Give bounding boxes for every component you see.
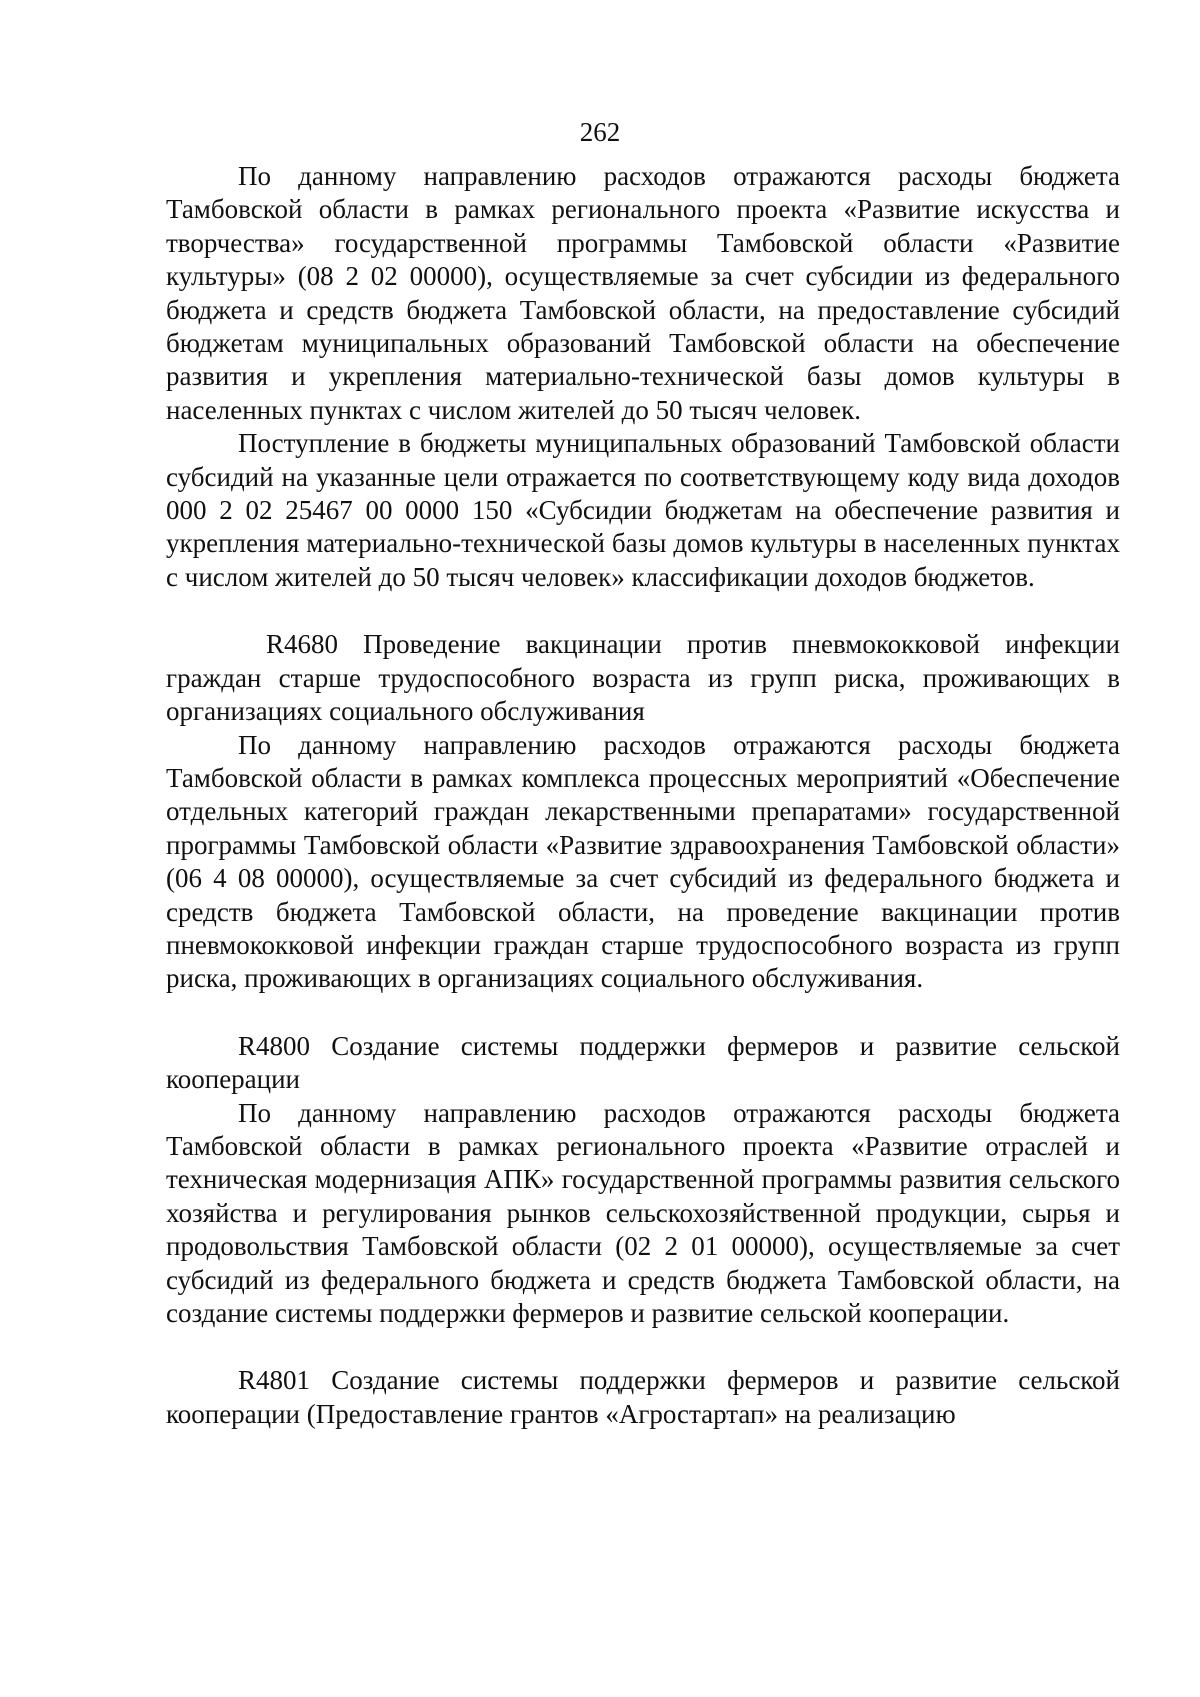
section-heading-r4801: R4801 Создание системы поддержки фермеров и развитие сельской кооперации (Предоставление грантов «Агростартап» на реализацию xyxy=(166,1365,1120,1429)
paragraph-2: Поступление в бюджеты муниципальных образований Тамбовской области субсидий на указанные цели отражается по соответствующему коду вида доходов 000 2 02 25467 00 0000 150 «Субсидии бюджетам на обеспечение развития и укрепления материально-технической базы домов культуры в населенных пунктах с числом жителей до 50 тысяч человек» классификации доходов бюджетов. xyxy=(166,428,1120,592)
section-heading-r4800: R4800 Создание системы поддержки фермеров и развитие сельской кооперации xyxy=(166,1030,1120,1095)
page-number: 262 xyxy=(579,117,621,147)
section-heading-r4680: R4680 Проведение вакцинации против пневмококковой инфекции граждан старше трудоспособного возраста из групп риска, проживающих в организациях социального обслуживания xyxy=(166,629,1120,727)
paragraph-r4800: По данному направлению расходов отражаются расходы бюджета Тамбовской области в рамках регионального проекта «Развитие отраслей и техническая модернизация АПК» государственной программы развития сельского хозяйства и регулирования рынков сельскохозяйственной продукции, сырья и продовольствия Тамбовской области (02 2 01 00000), осуществляемые за счет субсидий из федерального бюджета и средств бюджета Тамбовской области, на создание системы поддержки фермеров и развитие сельской кооперации. xyxy=(166,1097,1120,1328)
document-body xyxy=(166,160,1120,1431)
section-spacer xyxy=(166,996,1120,1030)
paragraph-r4680: По данному направлению расходов отражаются расходы бюджета Тамбовской области в рамках комплекса процессных мероприятий «Обеспечение отдельных категорий граждан лекарственными препаратами» государственной программы Тамбовской области «Развитие здравоохранения Тамбовской области» (06 4 08 00000), осуществляемые за счет субсидий из федерального бюджета и средств бюджета Тамбовской области, на проведение вакцинации против пневмококковой инфекции граждан старше трудоспособного возраста из групп риска, проживающих в организациях социального обслуживания. xyxy=(166,729,1120,994)
paragraph-1: По данному направлению расходов отражаются расходы бюджета Тамбовской области в рамках регионального проекта «Развитие искусства и творчества» государственной программы Тамбовской области «Развитие культуры» (08 2 02 00000), осуществляемые за счет субсидии из федерального бюджета и средств бюджета Тамбовской области, на предоставление субсидий бюджетам муниципальных образований Тамбовской области на обеспечение развития и укрепления материально-технической базы домов культуры в населенных пунктах с числом жителей до 50 тысяч человек. xyxy=(166,161,1120,425)
section-spacer xyxy=(166,1330,1120,1364)
section-spacer xyxy=(166,594,1120,628)
